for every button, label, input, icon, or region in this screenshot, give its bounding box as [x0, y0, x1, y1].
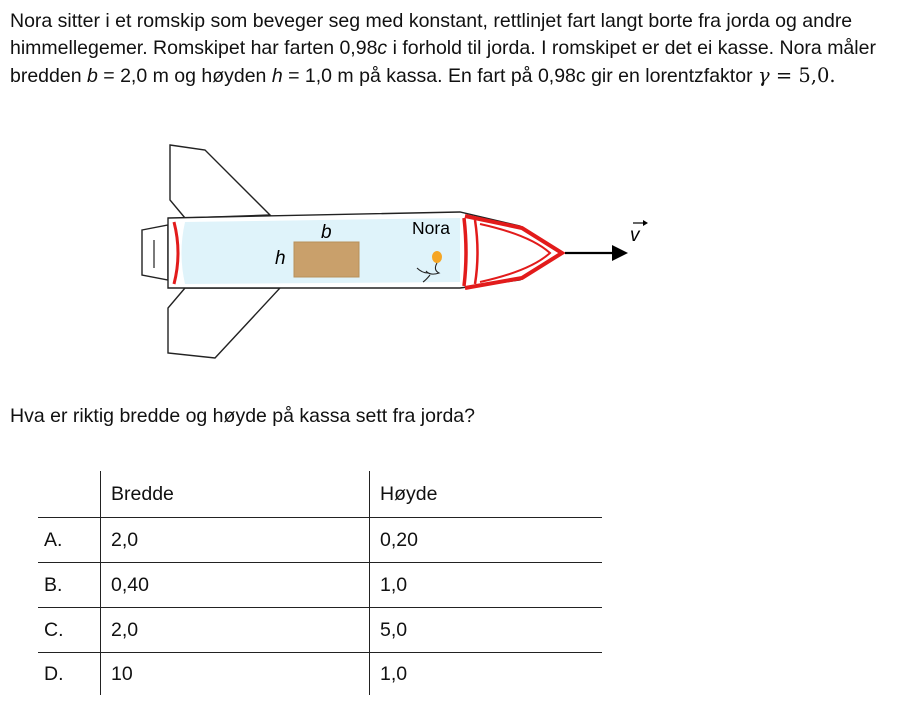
- gamma-symbol: γ: [757, 64, 770, 87]
- box: [294, 242, 359, 277]
- bredde-value: 2,0: [101, 608, 370, 653]
- option-label: B.: [44, 573, 63, 596]
- label-v: v: [630, 225, 640, 246]
- lower-fin: [168, 288, 280, 358]
- velocity-arrow-head: [612, 245, 628, 261]
- hoyde-value: 1,0: [370, 653, 603, 696]
- nose-stripe-1: [464, 218, 466, 286]
- header-bredde: Bredde: [101, 471, 370, 518]
- c-symbol: c: [377, 37, 388, 59]
- intro-text: Nora sitter i et romskip som beveger seg med konstant, rettlinjet fart langt borte fra jorda og andre himmellegemer. Romskipet har farten 0,98c i forhold til jorda. I romskipet er det ei kasse. Nora måler bredden b = 2,0 m og høyden h = 1,0 m på kassa. En fart på 0,98c gir en lorentzfaktor γ = 5,0.: [10, 10, 876, 87]
- hoyde-value: 5,0: [370, 608, 603, 653]
- table-row: [38, 518, 602, 563]
- bredde-value: 2,0: [101, 518, 370, 563]
- table-row: [38, 563, 602, 608]
- question-text: Hva er riktig bredde og høyde på kassa sett fra jorda?: [10, 405, 475, 427]
- option-label: A.: [44, 528, 63, 551]
- label-h: h: [275, 248, 286, 269]
- h-symbol: h: [271, 65, 283, 87]
- option-label: D.: [44, 662, 64, 685]
- hoyde-value: 0,20: [370, 518, 603, 563]
- b-symbol: b: [86, 65, 98, 87]
- header-option: [38, 471, 101, 518]
- table-header-row: [38, 471, 602, 518]
- option-label: C.: [44, 618, 64, 641]
- header-hoyde: Høyde: [370, 471, 603, 518]
- label-b: b: [321, 222, 332, 243]
- gamma-value: = 5,0.: [769, 64, 836, 87]
- hoyde-value: 1,0: [370, 563, 603, 608]
- label-nora: Nora: [412, 218, 450, 238]
- engine-nozzle: [142, 225, 168, 280]
- rocket-figure: [130, 140, 670, 375]
- answer-table: [38, 471, 602, 695]
- bredde-value: 0,40: [101, 563, 370, 608]
- upper-fin: [170, 145, 270, 218]
- table-row: [38, 653, 602, 696]
- table-row: [38, 608, 602, 653]
- bredde-value: 10: [101, 653, 370, 696]
